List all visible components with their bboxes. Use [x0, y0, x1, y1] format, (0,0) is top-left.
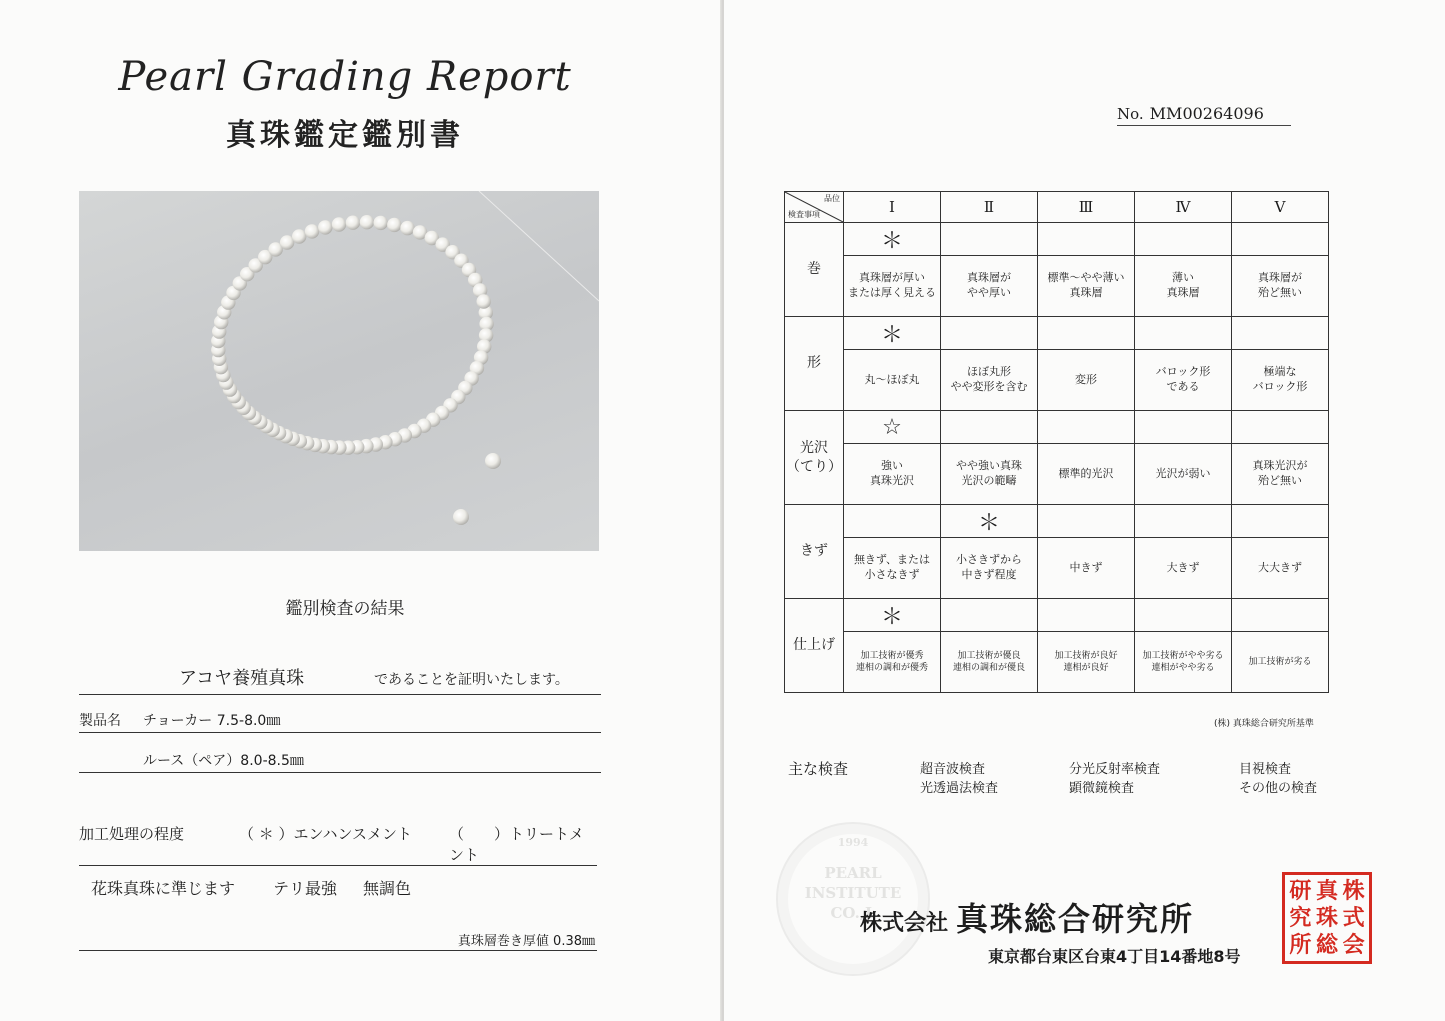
grade-description: 光沢が弱い	[1135, 444, 1232, 505]
grade-note-1: 花珠真珠に準じます	[91, 879, 236, 898]
product-label: 製品名	[79, 713, 121, 729]
grade-mark	[941, 317, 1038, 350]
result-heading: 鑑別検査の結果	[285, 599, 405, 619]
seal-character: 真	[1315, 877, 1338, 904]
grade-description: 真珠層が厚い または厚く見える	[844, 256, 941, 317]
grade-mark	[1135, 505, 1232, 538]
number-value: MM00264096	[1149, 104, 1264, 123]
grade-header: Ⅰ	[844, 192, 941, 223]
grade-description: 加工技術が優秀 連相の調和が優秀	[844, 632, 941, 693]
grade-mark: ＊	[844, 317, 941, 350]
pearl-necklace-illustration	[79, 191, 599, 551]
grade-mark	[1038, 223, 1135, 256]
grade-description: ほぼ丸形 やや変形を含む	[941, 350, 1038, 411]
emboss-line-1: PEARL	[824, 864, 882, 882]
grade-description: 加工技術が劣る	[1232, 632, 1329, 693]
inspection-item: 目視検査	[1239, 762, 1292, 777]
grade-description: 薄い 真珠層	[1135, 256, 1232, 317]
grade-mark	[1232, 505, 1329, 538]
grade-description: 標準～やや薄い 真珠層	[1038, 256, 1135, 317]
seal-character: 株	[1342, 877, 1365, 904]
grade-mark	[941, 599, 1038, 632]
grade-mark	[1038, 599, 1135, 632]
inspection-column-3	[1239, 760, 1317, 798]
grade-mark	[1135, 599, 1232, 632]
grade-description: 大きず	[1135, 538, 1232, 599]
grade-description: 強い 真珠光沢	[844, 444, 941, 505]
grade-header: Ⅱ	[941, 192, 1038, 223]
necklace-pearl	[332, 217, 346, 231]
seal-character: 究	[1289, 904, 1312, 931]
necklace-pearl	[387, 218, 401, 232]
grade-description: バロック形 である	[1135, 350, 1232, 411]
grade-description: 無きず、または 小さなきず	[844, 538, 941, 599]
product-row-1	[79, 704, 601, 733]
category-label: 光沢 （てり）	[785, 411, 844, 505]
necklace-pearl	[292, 229, 306, 243]
grade-mark	[1135, 411, 1232, 444]
category-label: 巻	[785, 223, 844, 317]
category-label: きず	[785, 505, 844, 599]
grade-header: Ⅴ	[1232, 192, 1329, 223]
grade-description: 真珠層が 殆ど無い	[1232, 256, 1329, 317]
grade-description: 変形	[1038, 350, 1135, 411]
seal-character: 総	[1315, 932, 1338, 959]
grade-header: Ⅲ	[1038, 192, 1135, 223]
grade-mark: ＊	[941, 505, 1038, 538]
report-title-english: Pearl Grading Report	[118, 54, 572, 100]
grade-mark: ☆	[844, 411, 941, 444]
seal-character: 会	[1342, 932, 1365, 959]
inspection-item: その他の検査	[1239, 781, 1318, 796]
grade-mark	[941, 411, 1038, 444]
grade-description: 極端な バロック形	[1232, 350, 1329, 411]
seal-character: 式	[1342, 904, 1365, 931]
red-company-seal	[1282, 872, 1372, 964]
corner-grade-label: 品位	[824, 194, 840, 203]
necklace-pearl	[305, 224, 319, 238]
grade-note-3: 無調色	[363, 879, 412, 898]
certificate-number	[1117, 104, 1291, 126]
seal-character: 所	[1289, 932, 1312, 959]
grade-mark	[1038, 411, 1135, 444]
grade-mark	[941, 223, 1038, 256]
inspection-column-1	[920, 760, 998, 798]
necklace-pearl	[318, 220, 332, 234]
grade-description: 加工技術が良好 連相が良好	[1038, 632, 1135, 693]
left-page	[0, 0, 722, 1021]
grade-description: 中きず	[1038, 538, 1135, 599]
grade-description: 加工技術がやや劣る 連相がやや劣る	[1135, 632, 1232, 693]
grading-table	[784, 191, 1329, 693]
standard-note: (株) 真珠総合研究所基準	[1214, 719, 1314, 729]
grade-description: やや強い真珠 光沢の範疇	[941, 444, 1038, 505]
processing-row	[79, 815, 597, 866]
inspection-item: 分光反射率検査	[1069, 762, 1161, 777]
pearl-type: アコヤ養殖真珠	[179, 668, 305, 689]
grade-mark	[1038, 505, 1135, 538]
grade-description: 真珠光沢が 殆ど無い	[1232, 444, 1329, 505]
grade-mark	[1232, 411, 1329, 444]
grade-header: Ⅳ	[1135, 192, 1232, 223]
grade-description: 加工技術が優良 連相の調和が優良	[941, 632, 1038, 693]
emboss-year: 1994	[837, 836, 869, 849]
grade-mark	[1232, 223, 1329, 256]
company-address: 東京都台東区台東4丁目14番地8号	[988, 947, 1241, 966]
seal-character: 珠	[1315, 904, 1338, 931]
report-title-japanese: 真珠鑑定鑑別書	[226, 118, 464, 153]
seal-character: 研	[1289, 877, 1312, 904]
inspection-column-2	[1069, 760, 1160, 798]
inspection-item: 光透過法検査	[920, 781, 999, 796]
product-item-2: ルース（ペア）8.0-8.5㎜	[143, 753, 304, 769]
grade-mark	[1135, 317, 1232, 350]
grade-note-row	[79, 866, 597, 906]
inspection-item: 超音波検査	[920, 762, 986, 777]
certification-statement: であることを証明いたします。	[374, 672, 569, 688]
grade-mark: ＊	[844, 223, 941, 256]
necklace-pearl	[360, 215, 374, 229]
pearl-necklace-photo	[79, 191, 599, 551]
treatment-option: （ ）トリートメント	[449, 825, 584, 864]
corner-item-label: 検査事項	[788, 210, 820, 219]
loose-pearl-1	[485, 453, 501, 469]
grade-description: 真珠層が やや厚い	[941, 256, 1038, 317]
grade-mark	[1135, 223, 1232, 256]
grade-mark	[1232, 317, 1329, 350]
grade-mark: ＊	[844, 599, 941, 632]
grade-mark	[1232, 599, 1329, 632]
grade-description: 大大きず	[1232, 538, 1329, 599]
emboss-line-3: CO.,L	[830, 904, 876, 922]
category-label: 形	[785, 317, 844, 411]
emboss-line-2: INSTITUTE	[804, 884, 902, 902]
grade-mark	[844, 505, 941, 538]
grade-description: 標準的光沢	[1038, 444, 1135, 505]
table-corner	[785, 192, 844, 223]
loose-pearl-2	[453, 509, 469, 525]
number-label: No.	[1117, 105, 1144, 123]
inspection-heading: 主な検査	[788, 760, 849, 778]
grade-note-2: テリ最強	[273, 879, 338, 898]
inspection-item: 顕微鏡検査	[1069, 781, 1135, 796]
necklace-pearl	[477, 294, 491, 308]
certification-line	[79, 660, 601, 695]
grade-description: 丸～ほぼ丸	[844, 350, 941, 411]
necklace-pearl	[346, 216, 360, 230]
processing-label: 加工処理の程度	[79, 825, 185, 843]
product-item-1: チョーカー 7.5-8.0㎜	[143, 713, 281, 729]
grade-mark	[1038, 317, 1135, 350]
necklace-pearl	[374, 216, 388, 230]
nacre-thickness-row	[79, 920, 597, 951]
grade-description: 小さきずから 中きず程度	[941, 538, 1038, 599]
company-type: 株式会社	[860, 911, 949, 936]
nacre-thickness: 真珠層巻き厚値 0.38㎜	[457, 934, 595, 949]
category-label: 仕上げ	[785, 599, 844, 693]
company-name	[860, 894, 1194, 940]
company-title: 真珠総合研究所	[956, 900, 1195, 938]
enhancement-option: （ ＊ ）エンハンスメント	[239, 825, 413, 843]
necklace-pearl	[400, 221, 414, 235]
product-row-2	[79, 744, 601, 773]
